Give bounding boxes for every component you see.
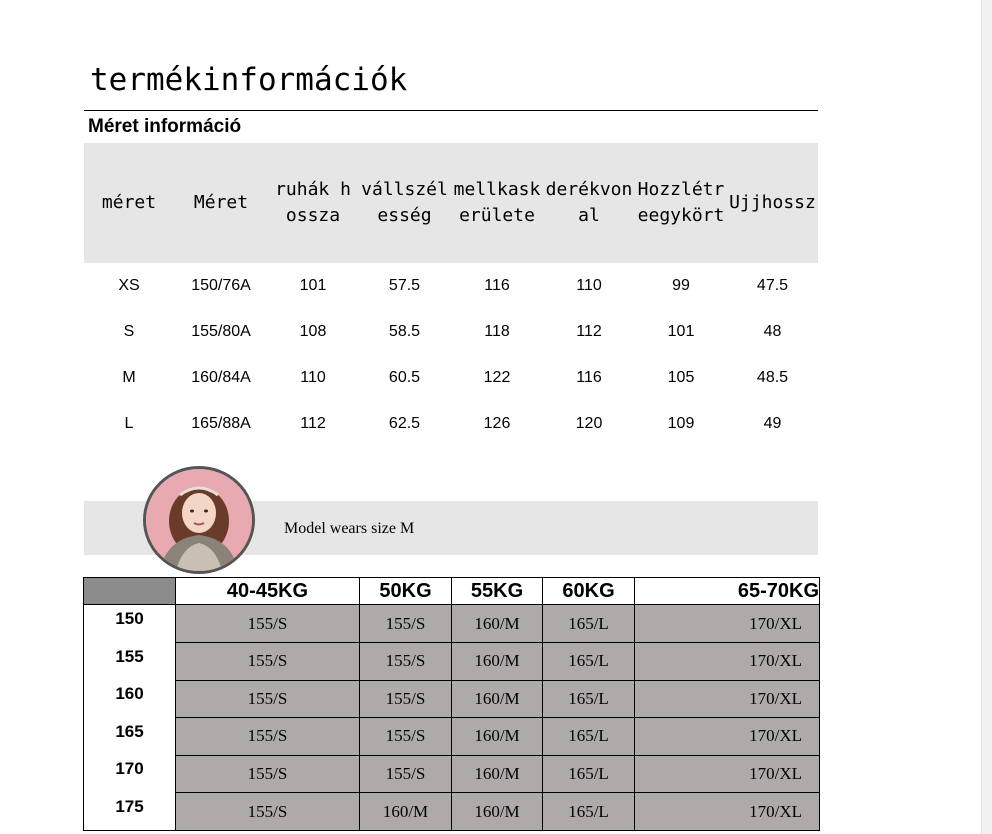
table-row (84, 680, 820, 718)
table-cell: 165/L (543, 718, 635, 756)
table-cell: 101 (299, 277, 327, 294)
table-cell: 160/M (452, 718, 543, 756)
table-cell: 48 (763, 323, 782, 340)
table-cell: 165/L (543, 680, 635, 718)
table-cell: 165/88A (191, 415, 251, 432)
table-cell: 170/XL (635, 718, 820, 756)
height-cell: 170 (84, 755, 176, 793)
title-divider (84, 110, 818, 111)
table-cell: 160/M (452, 680, 543, 718)
table-cell: 160/M (452, 793, 543, 831)
table-cell: L (124, 415, 134, 432)
table-cell: 99 (672, 277, 690, 294)
table-row (84, 643, 820, 681)
page-title: termékinformációk (90, 62, 408, 98)
height-cell: 155 (84, 643, 176, 681)
size-header-cell: vállszélesség (358, 143, 451, 263)
table-cell: 165/L (543, 643, 635, 681)
section-subtitle: Méret információ (88, 116, 242, 137)
size-header-cell: mellkaskerülete (451, 143, 543, 263)
size-header-cell: ruhák hossza (268, 143, 358, 263)
table-cell: 155/S (176, 605, 360, 643)
table-cell: M (122, 369, 136, 386)
table-cell: 160/M (452, 755, 543, 793)
table-row (84, 401, 818, 447)
table-cell: XS (118, 277, 140, 294)
size-table (84, 143, 818, 447)
height-cell: 175 (84, 793, 176, 831)
weight-header-cell: 40-45KG (176, 578, 360, 605)
table-cell: 47.5 (756, 277, 789, 294)
table-row (84, 793, 820, 831)
table-cell: 155/S (360, 680, 452, 718)
table-row (84, 309, 818, 355)
table-cell: 60.5 (388, 369, 421, 386)
table-cell: 155/S (176, 718, 360, 756)
table-cell: 116 (576, 369, 602, 386)
table-cell: 155/S (360, 605, 452, 643)
table-cell: 165/L (543, 755, 635, 793)
table-cell: 155/S (360, 755, 452, 793)
table-cell: 165/L (543, 793, 635, 831)
size-header-cell: Méret (174, 143, 268, 263)
table-row (84, 263, 818, 309)
table-cell: 118 (484, 323, 510, 340)
weight-header-cell: 50KG (360, 578, 452, 605)
table-cell: 150/76A (191, 277, 251, 294)
table-cell: 160/84A (191, 369, 251, 386)
table-cell: 155/S (176, 680, 360, 718)
table-cell: 155/S (360, 643, 452, 681)
table-cell: 160/M (452, 605, 543, 643)
table-cell: 155/80A (191, 323, 251, 340)
weight-header-cell: 65-70KG (635, 578, 820, 605)
table-cell: 110 (300, 369, 326, 386)
table-cell: 108 (299, 323, 327, 340)
weight-header-row (84, 578, 820, 605)
table-cell: 126 (483, 415, 511, 432)
size-header-cell: derékvonal (543, 143, 635, 263)
table-cell: 170/XL (635, 605, 820, 643)
size-header-cell: Ujjhossz (727, 143, 818, 263)
height-cell: 165 (84, 718, 176, 756)
size-table-header-row (84, 143, 818, 263)
table-cell: 105 (667, 369, 695, 386)
table-cell: 170/XL (635, 755, 820, 793)
table-cell: 155/S (176, 643, 360, 681)
table-cell: 160/M (360, 793, 452, 831)
table-row (84, 755, 820, 793)
vertical-scrollbar[interactable] (981, 0, 992, 834)
table-cell: 58.5 (388, 323, 421, 340)
table-cell: 170/XL (635, 643, 820, 681)
weight-header-cell: 55KG (452, 578, 543, 605)
table-cell: 170/XL (635, 793, 820, 831)
table-cell: 160/M (452, 643, 543, 681)
table-cell: 49 (763, 415, 782, 432)
table-cell: 110 (576, 277, 602, 294)
table-row (84, 718, 820, 756)
table-row (84, 605, 820, 643)
model-portrait-icon (146, 469, 252, 571)
table-cell: S (123, 323, 135, 340)
table-cell: 48.5 (756, 369, 789, 386)
table-cell: 112 (300, 415, 326, 432)
table-row (84, 355, 818, 401)
table-cell: 122 (483, 369, 511, 386)
size-header-cell: méret (84, 143, 174, 263)
table-cell: 109 (667, 415, 695, 432)
table-cell: 57.5 (388, 277, 421, 294)
table-cell: 170/XL (635, 680, 820, 718)
table-cell: 165/L (543, 605, 635, 643)
table-cell: 112 (576, 323, 602, 340)
weight-corner-cell (84, 578, 176, 605)
table-cell: 155/S (176, 793, 360, 831)
table-cell: 62.5 (388, 415, 421, 432)
table-cell: 155/S (176, 755, 360, 793)
table-cell: 101 (667, 323, 695, 340)
weight-size-table (83, 577, 820, 831)
model-size-note: Model wears size M (284, 520, 415, 537)
table-cell: 155/S (360, 718, 452, 756)
table-cell: 116 (484, 277, 510, 294)
height-cell: 160 (84, 680, 176, 718)
size-header-cell: Hozzlétreegykört (635, 143, 727, 263)
model-avatar (143, 466, 255, 574)
weight-header-cell: 60KG (543, 578, 635, 605)
height-cell: 150 (84, 605, 176, 643)
table-cell: 120 (575, 415, 603, 432)
